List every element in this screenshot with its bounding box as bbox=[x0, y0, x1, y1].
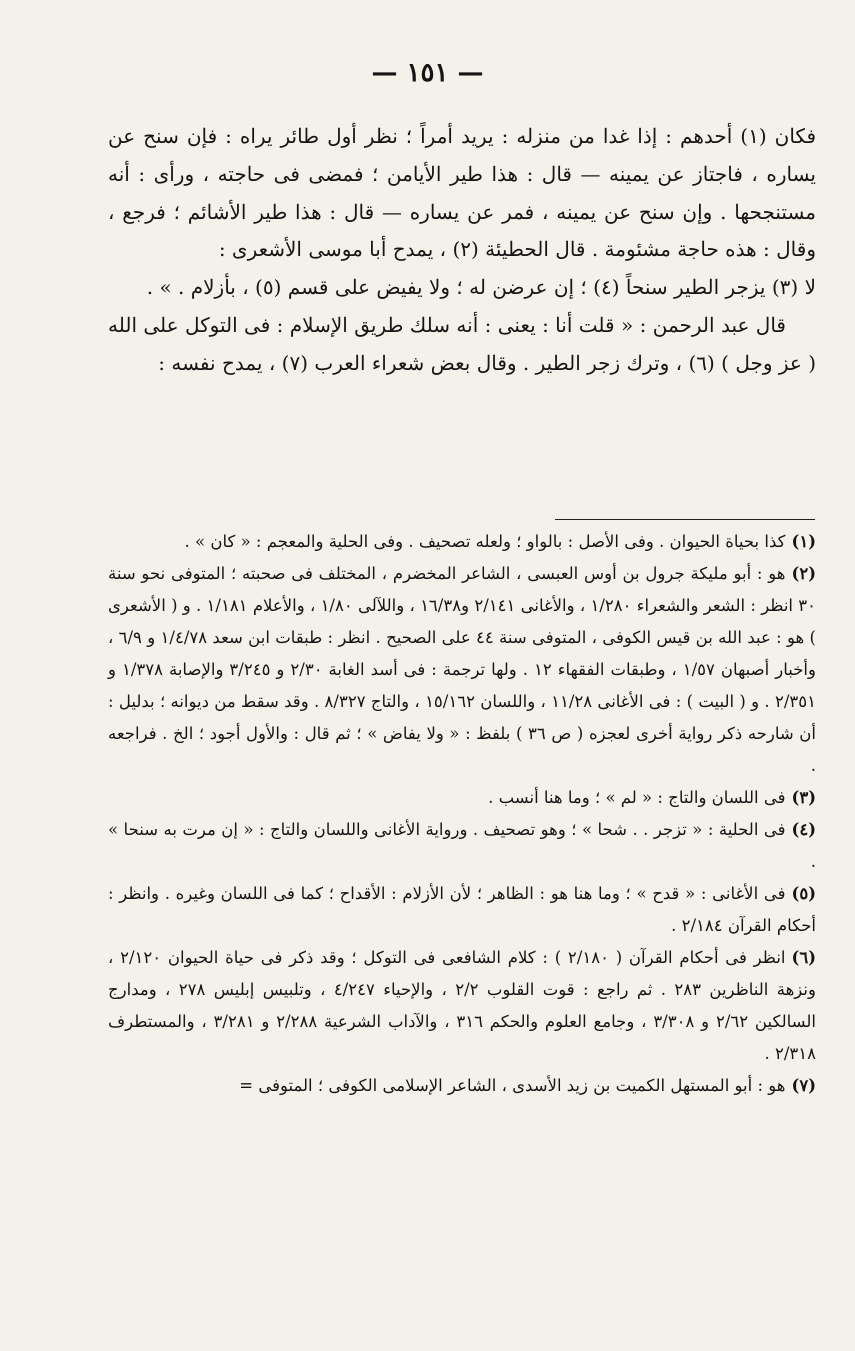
footnote-number: (٤) bbox=[791, 820, 816, 839]
footnote-number: (١) bbox=[791, 532, 816, 551]
verse-line: لا (٣) يزجر الطير سنحاً (٤) ؛ إن عرضن له ؛ ولا يفيض على قسم (٥) ، بأزلام . » . bbox=[146, 275, 816, 300]
footnote-number: (٢) bbox=[791, 564, 816, 583]
footnote-number: (٥) bbox=[791, 884, 816, 903]
footnote-text: هو : أبو المستهل الكميت بن زيد الأسدى ، الشاعر الإسلامى الكوفى ؛ المتوفى = bbox=[239, 1076, 786, 1095]
footnote bbox=[108, 1070, 816, 1102]
main-text bbox=[108, 118, 816, 383]
footnote-number: (٧) bbox=[791, 1076, 816, 1095]
footnote bbox=[108, 942, 816, 1070]
footnote bbox=[108, 878, 816, 942]
footnote-separator bbox=[555, 519, 815, 520]
footnote bbox=[108, 782, 816, 814]
footnote-number: (٣) bbox=[791, 788, 816, 807]
page-number: — ١٥١ — bbox=[371, 58, 484, 88]
footnote-text: فى اللسان والتاج : « لم » ؛ وما هنا أنسب . bbox=[488, 788, 786, 807]
footnote-text: هو : أبو مليكة جرول بن أوس العبسى ، الشاعر المخضرم ، المختلف فى صحبته ؛ المتوفى نحو سنة ٣٠ انظر : الشعر والشعراء ١/٢٨٠ ، والأغانى ٢/١٤١ و١٦/٣٨ ، واللآلى ١/٨٠ ، والأعلام ١/١٨١ . و ( الأشعرى ) هو : عبد الله بن قيس الكوفى ، المتوفى سنة ٤٤ على الصحيح . انظر : طبقات ابن سعد ١/٤/٧٨ و ٦/٩ ، وأخبار أصبهان ١/٥٧ ، وطبقات الفقهاء ١٢ . ولها ترجمة : فى أسد الغابة ٢/٣٠ و ٣/٢٤٥ والإصابة ١/٣٧٨ و ٢/٣٥١ . و ( البيت ) : فى الأغانى ١١/٢٨ ، واللسان ١٥/١٦٢ ، والتاج ٨/٣٢٧ . وقد سقط من ديوانه ؛ بدليل : أن شارحه ذكر رواية أخرى لعجزه ( ص ٣٦ ) بلفظ : « ولا يفاض » ؛ ثم قال : والأول أجود ؛ الخ . فراجعه . bbox=[108, 564, 817, 775]
footnote bbox=[108, 558, 816, 782]
footnotes bbox=[108, 526, 816, 1102]
footnote-text: انظر فى أحكام القرآن ( ٢/١٨٠ ) : كلام الشافعى فى التوكل ؛ وقد ذكر فى حياة الحيوان ٢/١٢٠ ، ونزهة الناظرين ٢٨٣ . ثم راجع : قوت القلوب ٢/٢ ، والإحياء ٤/٢٤٧ ، وتلبيس إبليس ٢٧٨ ، ومدارج السالكين ٢/٦٢ و ٣/٣٠٨ ، وجامع العلوم والحكم ٣١٦ ، والآداب الشرعية ٢/٢٨٨ و ٣/٢٨١ ، والمستطرف ٢/٣١٨ . bbox=[108, 948, 816, 1063]
main-paragraph: فكان (١) أحدهم : إذا غدا من منزله : يريد أمراً ؛ نظر أول طائر يراه : فإن سنح عن يساره ، فاجتاز عن يمينه — قال : هذا طير الأيامن ؛ فمضى فى حاجته ، ورأى : أنه مستنجحها . وإن سنح عن يمينه ، فمر عن يساره — قال : هذا طير الأشائم ؛ فرجع ، وقال : هذه حاجة مشئومة . قال الحطيئة (٢) ، يمدح أبا موسى الأشعرى : bbox=[108, 124, 817, 262]
main-paragraph: قال عبد الرحمن : « قلت أنا : يعنى : أنه سلك طريق الإسلام : فى التوكل على الله ( عز وجل ) (٦) ، وترك زجر الطير . وقال بعض شعراء العرب (٧) ، يمدح نفسه : bbox=[108, 312, 816, 375]
footnote-text: كذا بحياة الحيوان . وفى الأصل : بالواو ؛ ولعله تصحيف . وفى الحلية والمعجم : « كان » . bbox=[184, 532, 786, 551]
footnote bbox=[108, 814, 816, 878]
footnote-text: فى الحلية : « تزجر . . شحا » ؛ وهو تصحيف . ورواية الأغانى واللسان والتاج : « إن مرت به سنحا » . bbox=[108, 820, 816, 871]
footnote-text: فى الأغانى : « قدح » ؛ وما هنا هو : الظاهر ؛ لأن الأزلام : الأقداح ؛ كما فى اللسان وغيره . وانظر : أحكام القرآن ٢/١٨٤ . bbox=[108, 884, 816, 935]
footnote-number: (٦) bbox=[791, 948, 817, 967]
footnote bbox=[108, 526, 816, 558]
